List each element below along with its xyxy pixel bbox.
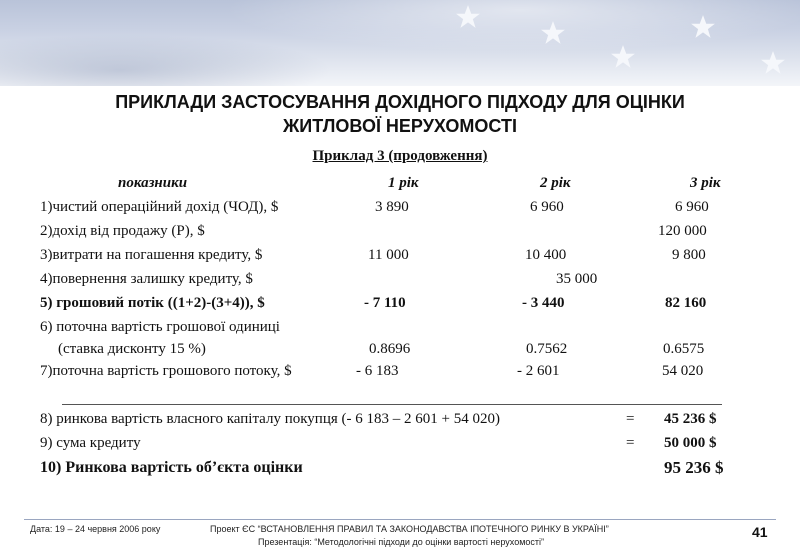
summary-equals: = bbox=[626, 435, 635, 451]
footer-presentation: Презентація: “Методологічні підходи до оцінки вартості нерухомості” bbox=[258, 537, 545, 547]
summary-label: 9) сума кредиту bbox=[40, 435, 141, 451]
divider-line bbox=[62, 404, 722, 405]
star-icon bbox=[540, 20, 566, 46]
cell-year-3: 9 800 bbox=[672, 247, 706, 263]
summary-label: 10) Ринкова вартість об’єкта оцінки bbox=[40, 459, 303, 476]
cell-year-2: 0.7562 bbox=[526, 341, 568, 357]
slide-title-line1: ПРИКЛАДИ ЗАСТОСУВАННЯ ДОХІДНОГО ПІДХОДУ ДЛЯ ОЦІНКИ bbox=[115, 92, 685, 112]
row-label: 2)дохід від продажу (Р), $ bbox=[40, 223, 205, 239]
table-header bbox=[0, 172, 800, 194]
table-row bbox=[0, 360, 800, 382]
example-subtitle: Приклад 3 (продовження) bbox=[312, 148, 488, 164]
table-row bbox=[0, 244, 800, 266]
row-label: (ставка дисконту 15 %) bbox=[58, 341, 206, 357]
header-indicators: показники bbox=[118, 175, 188, 191]
table-row bbox=[0, 196, 800, 218]
row-label: 6) поточна вартість грошової одиниці bbox=[40, 319, 280, 335]
star-icon bbox=[760, 50, 786, 76]
footer-date: Дата: 19 – 24 червня 2006 року bbox=[30, 524, 161, 534]
table-row bbox=[0, 316, 800, 338]
cell-year-3: 0.6575 bbox=[663, 341, 705, 357]
header-year-2: 2 рік bbox=[540, 175, 571, 191]
row-label: 3)витрати на погашення кредиту, $ bbox=[40, 247, 263, 263]
page-number: 41 bbox=[752, 524, 768, 540]
summary-equals: = bbox=[626, 411, 635, 427]
cell-year-2: - 2 601 bbox=[517, 363, 560, 379]
cell-year-3: 6 960 bbox=[675, 199, 709, 215]
cell-year-3: 82 160 bbox=[665, 295, 707, 311]
table-row bbox=[0, 292, 800, 314]
summary-row bbox=[0, 432, 800, 454]
row-label: 1)чистий операційний дохід (ЧОД), $ bbox=[40, 199, 279, 215]
cell-year-1: 3 890 bbox=[375, 199, 409, 215]
cell-year-2: - 3 440 bbox=[522, 295, 565, 311]
flag-fold-shading bbox=[0, 0, 800, 86]
slide-title-line2: ЖИТЛОВОЇ НЕРУХОМОСТІ bbox=[283, 116, 517, 136]
row-label: 4)повернення залишку кредиту, $ bbox=[40, 271, 253, 287]
cell-year-1: - 7 110 bbox=[364, 295, 406, 311]
table-row bbox=[0, 220, 800, 242]
table-row bbox=[0, 338, 800, 360]
star-icon bbox=[690, 14, 716, 40]
cell-year-1: - 6 183 bbox=[356, 363, 399, 379]
header-year-1: 1 рік bbox=[388, 175, 419, 191]
row-label: 7)поточна вартість грошового потоку, $ bbox=[40, 363, 292, 379]
summary-row-total bbox=[0, 457, 800, 479]
star-icon bbox=[610, 44, 636, 70]
cell-year-3: 54 020 bbox=[662, 363, 704, 379]
cell-year-3: 120 000 bbox=[658, 223, 707, 239]
header-year-3: 3 рік bbox=[690, 175, 721, 191]
slide-title bbox=[0, 90, 800, 138]
footer-divider bbox=[24, 519, 776, 520]
summary-value: 45 236 $ bbox=[664, 411, 717, 427]
summary-value: 50 000 $ bbox=[664, 435, 717, 451]
summary-total-value: 95 236 $ bbox=[664, 458, 724, 477]
cell-year-1: 0.8696 bbox=[369, 341, 411, 357]
eu-flag-banner bbox=[0, 0, 800, 86]
summary-row bbox=[0, 408, 800, 430]
star-icon bbox=[455, 4, 481, 30]
cell-year-2: 10 400 bbox=[525, 247, 567, 263]
row-label: 5) грошовий потік ((1+2)-(3+4)), $ bbox=[40, 295, 265, 311]
footer-project: Проект ЄС “ВСТАНОВЛЕННЯ ПРАВИЛ ТА ЗАКОНОДАВСТВА ІПОТЕЧНОГО РИНКУ В УКРАЇНІ” bbox=[210, 524, 609, 534]
table-row bbox=[0, 268, 800, 290]
cell-year-2: 6 960 bbox=[530, 199, 564, 215]
cell-year-1: 11 000 bbox=[368, 247, 409, 263]
summary-label: 8) ринкова вартість власного капіталу покупця (- 6 183 – 2 601 + 54 020) bbox=[40, 411, 500, 427]
cell-mid: 35 000 bbox=[556, 271, 598, 287]
